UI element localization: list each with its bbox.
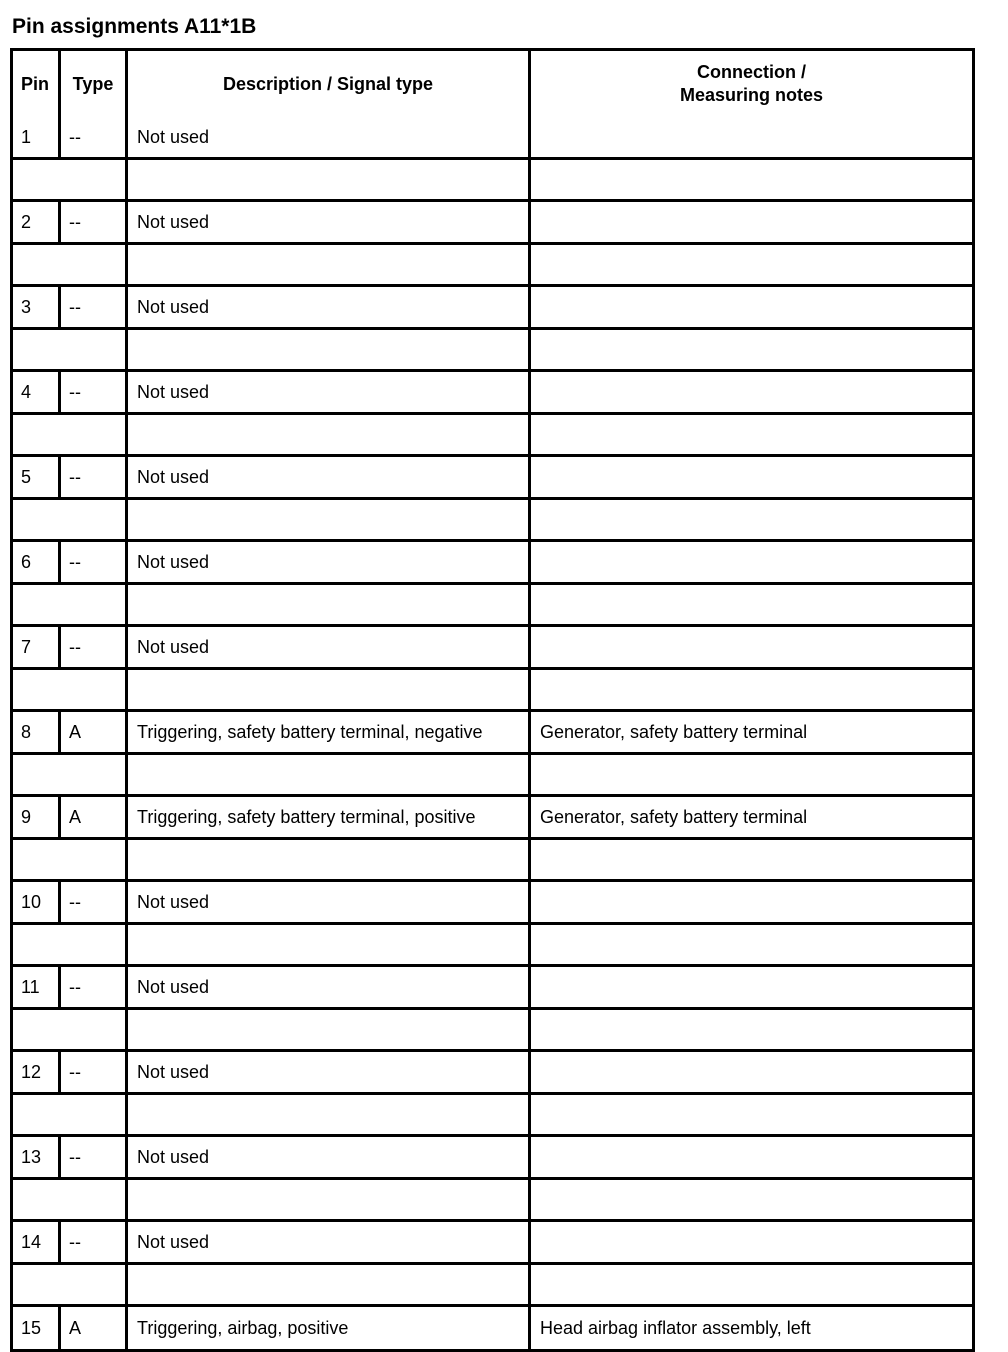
- spacer-cell: [531, 840, 972, 882]
- spacer-cell: [128, 670, 531, 712]
- description-cell: Triggering, safety battery terminal, positive: [128, 797, 531, 840]
- header-pin: Pin: [13, 51, 61, 117]
- spacer-cell: [531, 500, 972, 542]
- connection-cell: Generator, safety battery terminal: [531, 712, 972, 755]
- type-cell: --: [61, 202, 128, 245]
- spacer-cell: [13, 1180, 128, 1222]
- spacer-cell: [128, 1010, 531, 1052]
- spacer-cell: [13, 415, 128, 457]
- type-cell: --: [61, 287, 128, 330]
- pin-cell: 5: [13, 457, 61, 500]
- type-cell: A: [61, 712, 128, 755]
- type-cell: --: [61, 967, 128, 1010]
- description-cell: Triggering, safety battery terminal, negative: [128, 712, 531, 755]
- table-row: [13, 1052, 972, 1095]
- connection-cell: [531, 882, 972, 925]
- description-cell: Not used: [128, 1222, 531, 1265]
- connection-cell: [531, 457, 972, 500]
- spacer-cell: [531, 1265, 972, 1307]
- table-row: [13, 117, 972, 160]
- spacer-row: [13, 670, 972, 712]
- pin-cell: 12: [13, 1052, 61, 1095]
- spacer-cell: [13, 500, 128, 542]
- connection-cell: [531, 202, 972, 245]
- description-cell: Not used: [128, 457, 531, 500]
- pin-assignment-table: [10, 48, 975, 1352]
- pin-cell: 10: [13, 882, 61, 925]
- type-cell: --: [61, 1137, 128, 1180]
- description-cell: Not used: [128, 542, 531, 585]
- spacer-row: [13, 500, 972, 542]
- spacer-row: [13, 160, 972, 202]
- spacer-cell: [128, 925, 531, 967]
- table-row: [13, 202, 972, 245]
- connection-cell: [531, 372, 972, 415]
- connection-cell: [531, 1052, 972, 1095]
- table-row: [13, 882, 972, 925]
- spacer-cell: [128, 1095, 531, 1137]
- header-connection-line1: Connection /: [697, 62, 806, 82]
- table-row: [13, 712, 972, 755]
- pin-cell: 4: [13, 372, 61, 415]
- pin-cell: 15: [13, 1307, 61, 1349]
- type-cell: --: [61, 372, 128, 415]
- spacer-cell: [128, 1265, 531, 1307]
- page-title: Pin assignments A11*1B: [12, 15, 257, 38]
- type-cell: --: [61, 457, 128, 500]
- description-cell: Not used: [128, 967, 531, 1010]
- spacer-cell: [531, 755, 972, 797]
- spacer-cell: [531, 245, 972, 287]
- pin-cell: 7: [13, 627, 61, 670]
- table-row: [13, 967, 972, 1010]
- spacer-row: [13, 1095, 972, 1137]
- type-cell: A: [61, 1307, 128, 1349]
- spacer-cell: [128, 755, 531, 797]
- pin-cell: 11: [13, 967, 61, 1010]
- type-cell: A: [61, 797, 128, 840]
- spacer-cell: [128, 500, 531, 542]
- pin-cell: 14: [13, 1222, 61, 1265]
- connection-cell: [531, 287, 972, 330]
- spacer-cell: [13, 330, 128, 372]
- connection-cell: [531, 542, 972, 585]
- header-type: Type: [61, 51, 128, 117]
- spacer-cell: [128, 415, 531, 457]
- spacer-cell: [128, 160, 531, 202]
- connection-cell: [531, 627, 972, 670]
- description-cell: Not used: [128, 1137, 531, 1180]
- spacer-row: [13, 245, 972, 287]
- pin-cell: 2: [13, 202, 61, 245]
- table-row: [13, 372, 972, 415]
- table-row: [13, 287, 972, 330]
- connection-cell: Generator, safety battery terminal: [531, 797, 972, 840]
- spacer-row: [13, 1265, 972, 1307]
- pin-cell: 6: [13, 542, 61, 585]
- spacer-cell: [531, 670, 972, 712]
- table-row: [13, 1137, 972, 1180]
- table-body: [13, 117, 972, 1349]
- header-connection: [531, 51, 972, 117]
- description-cell: Not used: [128, 1052, 531, 1095]
- type-cell: --: [61, 117, 128, 160]
- spacer-row: [13, 1010, 972, 1052]
- table-row: [13, 542, 972, 585]
- description-cell: Not used: [128, 372, 531, 415]
- spacer-cell: [13, 160, 128, 202]
- spacer-cell: [531, 415, 972, 457]
- connection-cell: [531, 117, 972, 160]
- spacer-row: [13, 415, 972, 457]
- spacer-cell: [128, 1180, 531, 1222]
- connection-cell: [531, 1222, 972, 1265]
- table-row: [13, 627, 972, 670]
- table-row: [13, 1222, 972, 1265]
- spacer-cell: [128, 245, 531, 287]
- description-cell: Not used: [128, 202, 531, 245]
- spacer-cell: [13, 1095, 128, 1137]
- connection-cell: [531, 1137, 972, 1180]
- spacer-row: [13, 925, 972, 967]
- spacer-row: [13, 1180, 972, 1222]
- header-description: Description / Signal type: [128, 51, 531, 117]
- description-cell: Not used: [128, 117, 531, 160]
- spacer-row: [13, 755, 972, 797]
- description-cell: Triggering, airbag, positive: [128, 1307, 531, 1349]
- type-cell: --: [61, 1222, 128, 1265]
- spacer-cell: [13, 925, 128, 967]
- type-cell: --: [61, 542, 128, 585]
- spacer-cell: [128, 330, 531, 372]
- spacer-cell: [531, 160, 972, 202]
- description-cell: Not used: [128, 627, 531, 670]
- pin-cell: 13: [13, 1137, 61, 1180]
- description-cell: Not used: [128, 287, 531, 330]
- spacer-row: [13, 840, 972, 882]
- table-row: [13, 457, 972, 500]
- type-cell: --: [61, 882, 128, 925]
- table-row: [13, 797, 972, 840]
- spacer-cell: [531, 925, 972, 967]
- spacer-cell: [531, 1010, 972, 1052]
- spacer-cell: [13, 840, 128, 882]
- pin-cell: 9: [13, 797, 61, 840]
- type-cell: --: [61, 1052, 128, 1095]
- spacer-row: [13, 330, 972, 372]
- spacer-cell: [128, 840, 531, 882]
- spacer-cell: [531, 1180, 972, 1222]
- spacer-cell: [13, 755, 128, 797]
- spacer-cell: [13, 670, 128, 712]
- type-cell: --: [61, 627, 128, 670]
- pin-cell: 8: [13, 712, 61, 755]
- spacer-cell: [128, 585, 531, 627]
- spacer-cell: [531, 1095, 972, 1137]
- table-header-row: [13, 51, 972, 117]
- spacer-cell: [13, 585, 128, 627]
- spacer-cell: [13, 245, 128, 287]
- connection-cell: [531, 967, 972, 1010]
- connection-cell: Head airbag inflator assembly, left: [540, 1318, 811, 1338]
- spacer-cell: [531, 585, 972, 627]
- spacer-cell: [13, 1265, 128, 1307]
- header-connection-line2: Measuring notes: [679, 85, 824, 105]
- table-row: [13, 1307, 972, 1349]
- spacer-cell: [531, 330, 972, 372]
- spacer-cell: [13, 1010, 128, 1052]
- description-cell: Not used: [128, 882, 531, 925]
- pin-cell: 3: [13, 287, 61, 330]
- pin-cell: 1: [13, 117, 61, 160]
- spacer-row: [13, 585, 972, 627]
